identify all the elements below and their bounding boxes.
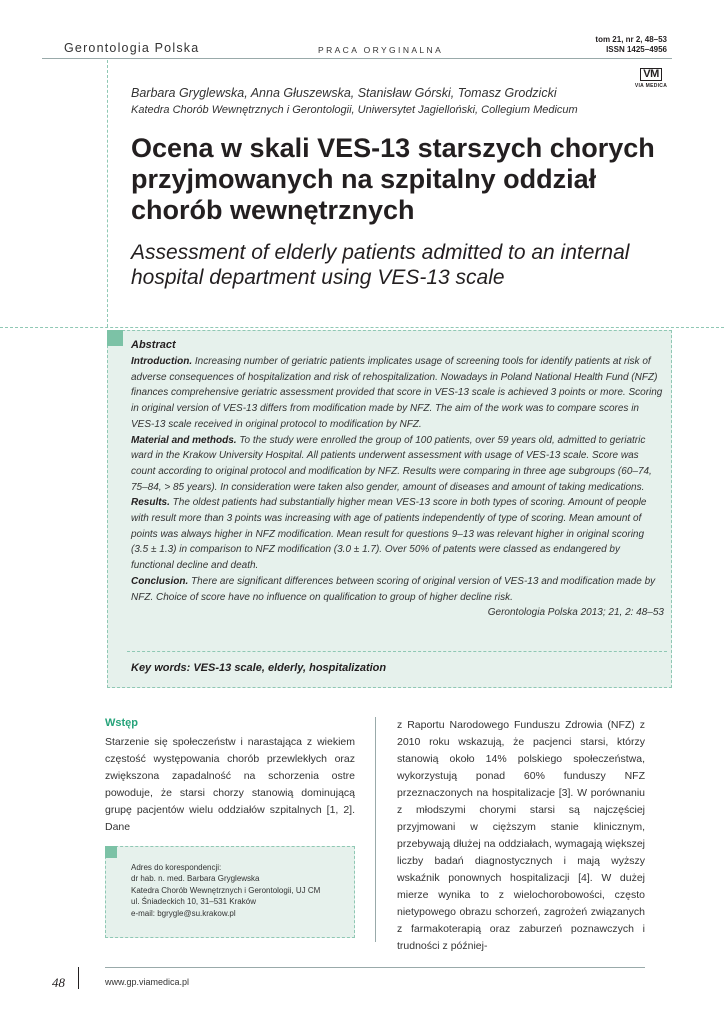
abstract-conclusion (131, 574, 664, 605)
journal-url[interactable]: www.gp.viamedica.pl (105, 977, 190, 987)
correspondence-line: Katedra Chorób Wewnętrznych i Gerontologii, UJ CM (131, 885, 321, 895)
abstract-heading: Abstract (131, 339, 176, 351)
body-column-right: z Raportu Narodowego Funduszu Zdrowia (NFZ) z 2010 roku wskazują, że pacjenci starsi, którzy stanowią około 14% polskiego społeczeństwa, wykorzystują ponad 60% funduszy NFZ przeznaczonych na hospitalizacje [3]. W porównaniu z młodszymi chorymi starsi są najczęściej przyjmowani w cięższym stanie klinicznym, przebywają dłużej na oddziałach, wymagają większej liczby badań diagnostycznych i mają wyższy wskaźnik ponownych hospitalizacji [4]. W dużej mierze wynika to z wielochorobowości, często nietypowego obrazu schorzeń, zagrożeń związanych z farmakoterapią oraz zaburzeń poznawczych i trudności z później- (397, 719, 645, 952)
abstract-marker (107, 330, 123, 346)
authors: Barbara Gryglewska, Anna Głuszewska, Stanisław Górski, Tomasz Grodzicki (131, 86, 557, 100)
abstract-citation: Gerontologia Polska 2013; 21, 2: 48–53 (487, 607, 664, 619)
keywords: Key words: VES-13 scale, elderly, hospitalization (131, 662, 387, 674)
header-rule (42, 58, 672, 59)
results-text: The oldest patients had substantially higher mean VES-13 score in both types of scoring. Amount of people with result more than 3 points was increasing with age of patients independently of type of scoring. Mean amount of points was always higher in NFZ modification. Mean result for questions 9–13 was relevant higher in original scoring (3.5 ± 1.3) in comparison to NFZ modification (3.0 ± 1.7). Over 50% of patents were classed as endangered by functional decline and death. (131, 497, 647, 572)
logo-text: VIA MEDICA (634, 83, 668, 89)
margin-guide-vertical (107, 60, 108, 327)
abstract-body (131, 354, 664, 621)
volume-line: tom 21, nr 2, 48–53 (595, 35, 667, 44)
margin-guide-horizontal (0, 327, 724, 328)
abstract-introduction (131, 354, 664, 433)
correspondence-text (131, 862, 351, 919)
title-polish: Ocena w skali VES-13 starszych chorych przyjmowanych na szpitalny oddział chorób wewnętrznych (131, 133, 655, 225)
journal-name: Gerontologia Polska (64, 41, 200, 55)
correspondence-marker (105, 846, 117, 858)
results-label: Results. (131, 497, 170, 509)
conclusion-label: Conclusion. (131, 575, 189, 587)
correspondence-line: Adres do korespondencji: (131, 863, 222, 872)
methods-text: To the study were enrolled the group of 100 patients, over 59 years old, admitted to geriatric ward in the Krakow University Hospital. All patients underwent assessment with usage of VES-13 scale. Score was count according to original protocol and modification by NFZ. Results were comparing in three age subgroups (60–74, 75–84, > 85 years). In consideration were taken also gender, amount of diseases and amount of taking medications. (131, 434, 652, 493)
keywords-divider (127, 651, 667, 652)
affiliation: Katedra Chorób Wewnętrznych i Gerontologii, Uniwersytet Jagielloński, Collegium Medicum (131, 104, 578, 116)
abstract-methods (131, 433, 664, 496)
intro-text: Increasing number of geriatric patients implicates usage of screening tools for identify patients at risk of adverse consequences of hospitalization and risk of rehospitalization. Nowadays in Poland National Health Fund (NFZ) finances comprehensive geriatric assessment provided that score in VES-13 scale is achieved 3 points or more. Scoring in original version of VES-13 differs from modification made by NFZ. The aim of the work was to compare scores in VES-13 scale received in original protocol to modification by NFZ. (131, 356, 663, 430)
correspondence-line: dr hab. n. med. Barbara Gryglewska (131, 874, 260, 884)
correspondence-line: e-mail: bgrygle@su.krakow.pl (131, 908, 236, 918)
page-number: 48 (52, 975, 65, 990)
abstract-results (131, 495, 664, 574)
column-divider (375, 717, 376, 942)
issn-line: ISSN 1425–4956 (606, 45, 667, 54)
footer-divider (78, 967, 79, 989)
article-type: PRACA ORYGINALNA (318, 45, 444, 55)
footer-rule (105, 967, 645, 968)
publisher-logo (632, 64, 670, 89)
volume-info (595, 35, 667, 55)
intro-label: Introduction. (131, 356, 193, 367)
methods-label: Material and methods. (131, 434, 237, 446)
body-column-left: Starzenie się społeczeństw i narastająca z wiekiem częstość występowania chorób przewlekłych oraz zwiększona zapadalność na schorzenia ostre powoduje, że starsi chorzy stanowią dominującą grupę pacjentów wielu oddziałów szpitalnych [1, 2]. Dane (105, 736, 355, 833)
section-heading: Wstęp (105, 717, 138, 729)
logo-mark: VM (640, 68, 662, 81)
correspondence-line: ul. Śniadeckich 10, 31–531 Kraków (131, 897, 256, 907)
conclusion-text: There are significant differences between scoring of original version of VES-13 and modification made by NFZ. Choice of score have no influence on qualification to group of higher decline risk. (131, 575, 656, 603)
title-english: Assessment of elderly patients admitted to an internal hospital department using VES-13 scale (131, 241, 630, 289)
